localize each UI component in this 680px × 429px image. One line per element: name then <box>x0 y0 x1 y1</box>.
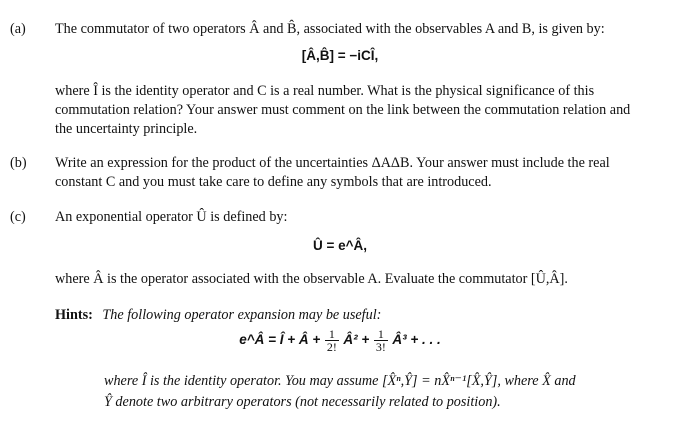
part-a-line3: commutation relation? Your answer must comment on the link between the commutation relation and <box>55 102 631 118</box>
expansion-equation <box>0 328 680 353</box>
part-b-label: (b) <box>10 155 27 171</box>
hints-label: Hints: <box>55 307 93 323</box>
hint-where-line2: Ŷ denote two arbitrary operators (not necessarily related to position). <box>104 394 501 410</box>
part-b-line2: constant C and you must take care to define any symbols that are introduced. <box>55 174 492 190</box>
part-b-line1: Write an expression for the product of the uncertainties ΔAΔB. Your answer must include the real <box>55 155 610 171</box>
part-c-label: (c) <box>10 209 26 225</box>
hints-text: The following operator expansion may be useful: <box>102 307 382 323</box>
fraction-2-denominator: 3! <box>375 340 386 354</box>
fraction-1-numerator: 1 <box>325 328 339 341</box>
part-a-equation: [Â,B̂] = −iCÎ, <box>301 48 379 63</box>
expansion-lhs: e^Â = Î + Â + <box>239 331 321 347</box>
part-c-line1: An exponential operator Û is defined by: <box>55 209 288 225</box>
part-c-equation: Û = e^Â, <box>312 238 368 253</box>
hints-line <box>55 306 666 325</box>
part-a-label: (a) <box>10 21 26 37</box>
fraction-2-numerator: 1 <box>374 328 388 341</box>
fraction-1 <box>325 328 339 353</box>
expansion-term-2: Â² + <box>343 331 370 347</box>
part-a-line2: where Î is the identity operator and C is a real number. What is the physical significance of this <box>55 83 595 99</box>
fraction-1-denominator: 2! <box>326 340 337 354</box>
part-c-line2: where Â is the operator associated with the observable A. Evaluate the commutator [Û,Â]. <box>55 271 568 287</box>
hint-where-line1: where Î is the identity operator. You may assume [X̂ⁿ,Ŷ] = nX̂ⁿ⁻¹[X̂,Ŷ], where X̂ and <box>104 373 576 389</box>
fraction-2 <box>374 328 388 353</box>
part-a-line4: the uncertainty principle. <box>55 121 198 137</box>
expansion-term-3: Â³ + . . . <box>392 331 441 347</box>
part-a-line1: The commutator of two operators Â and B̂, associated with the observables A and B, is given by: <box>55 21 605 37</box>
